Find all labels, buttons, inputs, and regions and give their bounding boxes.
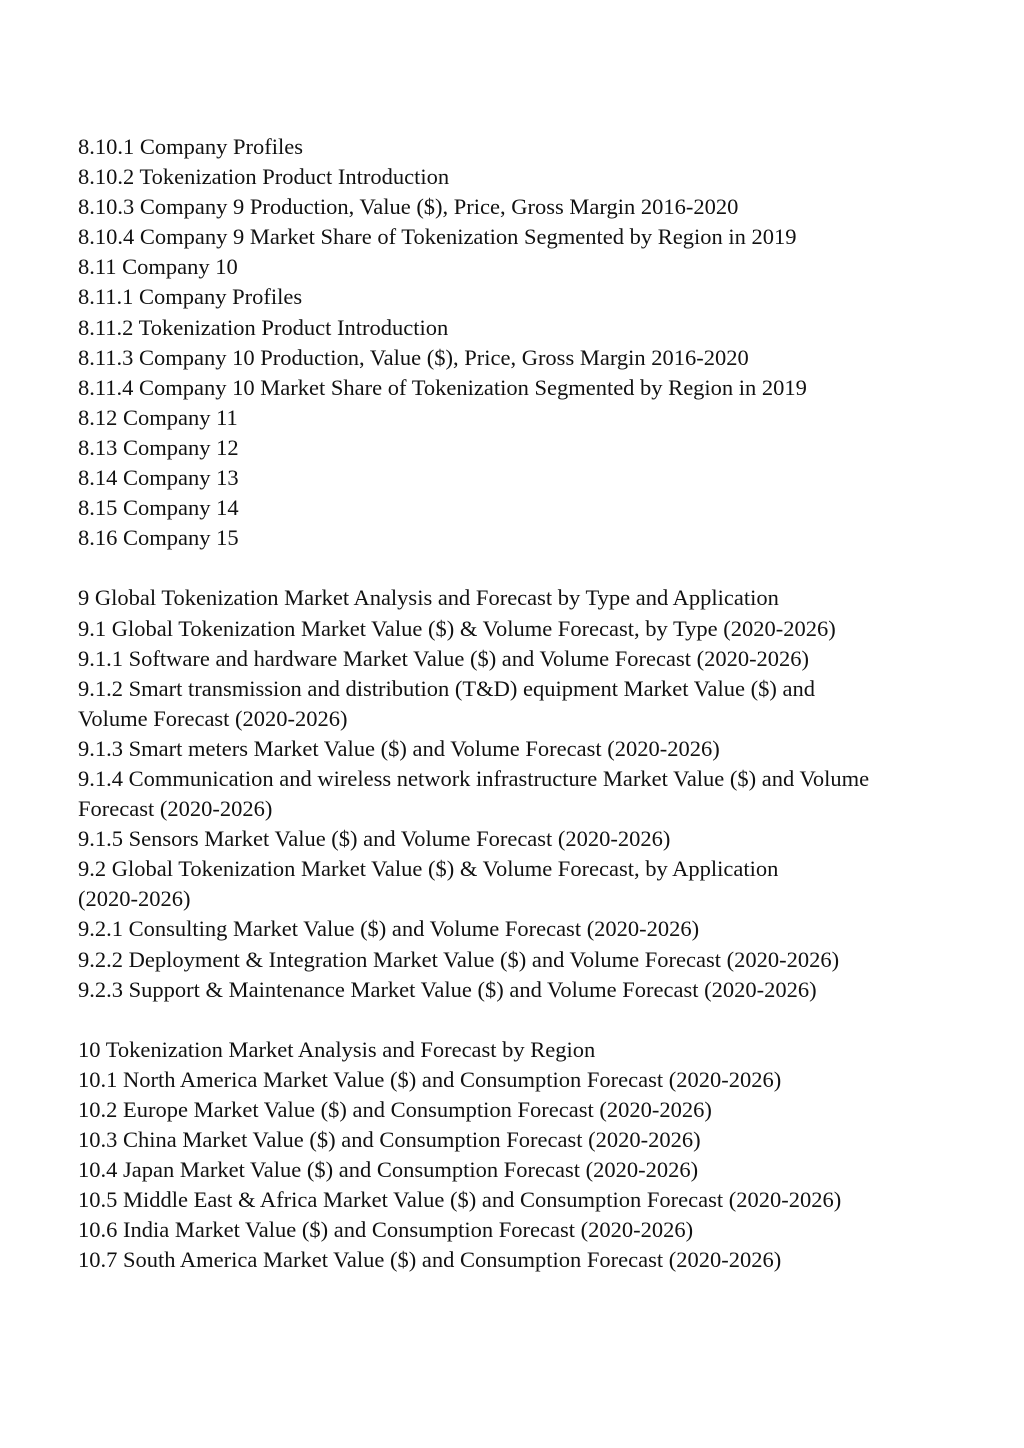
toc-entry: 10.1 North America Market Value ($) and Consumption Forecast (2020-2026) <box>78 1066 782 1092</box>
section-spacer <box>78 553 948 583</box>
section-spacer <box>78 1005 948 1035</box>
toc-entry-line-1: 9.2 Global Tokenization Market Value ($) & Volume Forecast, by Application <box>78 856 779 882</box>
toc-entry: 9.2.1 Consulting Market Value ($) and Volume Forecast (2020-2026) <box>78 916 700 942</box>
toc-entry: 8.11.3 Company 10 Production, Value ($), Price, Gross Margin 2016-2020 <box>78 344 749 370</box>
toc-entry: 8.14 Company 13 <box>78 465 239 491</box>
toc-entry: 8.10.1 Company Profiles <box>78 134 303 159</box>
toc-entry: 8.12 Company 11 <box>78 404 238 430</box>
toc-entry: 10.2 Europe Market Value ($) and Consumption Forecast (2020-2026) <box>78 1097 712 1122</box>
toc-entry: 10.7 South America Market Value ($) and Consumption Forecast (2020-2026) <box>78 1247 782 1273</box>
toc-entry: 8.15 Company 14 <box>78 495 239 521</box>
toc-entry: 8.10.4 Company 9 Market Share of Tokenization Segmented by Region in 2019 <box>78 224 797 250</box>
toc-entry: 8.11 Company 10 <box>78 254 238 280</box>
toc-entry: 8.10.3 Company 9 Production, Value ($), Price, Gross Margin 2016-2020 <box>78 194 739 220</box>
toc-entry: 8.11.2 Tokenization Product Introduction <box>78 314 449 340</box>
section-heading-10: 10 Tokenization Market Analysis and Forecast by Region <box>78 1036 596 1062</box>
toc-entry: 8.16 Company 15 <box>78 525 239 551</box>
toc-entry-line-2: Forecast (2020-2026) <box>78 796 273 822</box>
toc-entry: 10.5 Middle East & Africa Market Value ($) and Consumption Forecast (2020-2026) <box>78 1187 842 1213</box>
toc-entry: 9.1.1 Software and hardware Market Value ($) and Volume Forecast (2020-2026) <box>78 645 810 671</box>
toc-entry: 9.1.3 Smart meters Market Value ($) and Volume Forecast (2020-2026) <box>78 735 720 761</box>
toc-entry-line-2: (2020-2026) <box>78 886 191 912</box>
toc-entry: 8.11.4 Company 10 Market Share of Tokenization Segmented by Region in 2019 <box>78 374 807 400</box>
toc-entry: 10.6 India Market Value ($) and Consumption Forecast (2020-2026) <box>78 1217 694 1243</box>
toc-entry: 9.1 Global Tokenization Market Value ($) & Volume Forecast, by Type (2020-2026) <box>78 615 836 641</box>
toc-entry: 9.1.5 Sensors Market Value ($) and Volume Forecast (2020-2026) <box>78 826 671 852</box>
toc-entry: 10.3 China Market Value ($) and Consumption Forecast (2020-2026) <box>78 1127 701 1153</box>
toc-entry-line-1: 9.1.4 Communication and wireless network infrastructure Market Value ($) and Volume <box>78 765 870 791</box>
toc-entry-line-2: Volume Forecast (2020-2026) <box>78 705 348 731</box>
toc-entry: 8.13 Company 12 <box>78 434 239 460</box>
toc-entry: 10.4 Japan Market Value ($) and Consumption Forecast (2020-2026) <box>78 1157 699 1183</box>
toc-entry: 8.10.2 Tokenization Product Introduction <box>78 164 450 190</box>
section-heading-9: 9 Global Tokenization Market Analysis and Forecast by Type and Application <box>78 585 779 611</box>
toc-entry: 9.2.2 Deployment & Integration Market Value ($) and Volume Forecast (2020-2026) <box>78 946 840 972</box>
toc-entry: 8.11.1 Company Profiles <box>78 284 303 310</box>
toc-entry-line-1: 9.1.2 Smart transmission and distribution (T&D) equipment Market Value ($) and <box>78 675 815 701</box>
table-of-contents <box>78 132 948 1276</box>
toc-entry: 9.2.3 Support & Maintenance Market Value ($) and Volume Forecast (2020-2026) <box>78 976 817 1002</box>
